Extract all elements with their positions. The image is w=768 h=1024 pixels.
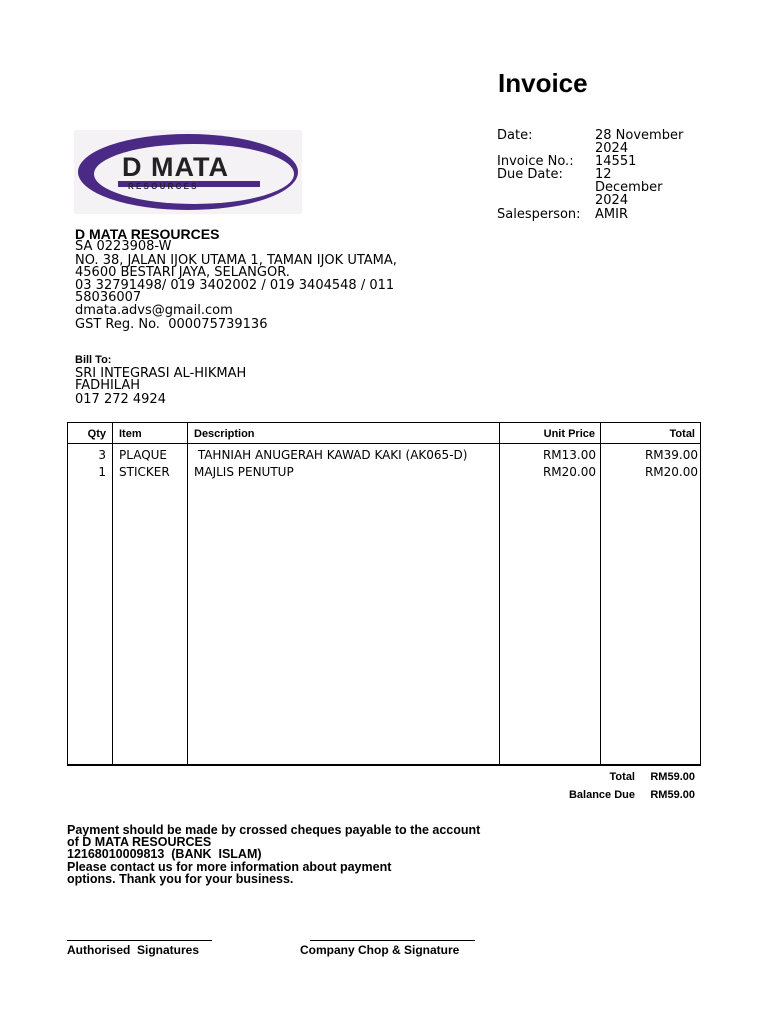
table-row-qty: 3: [98, 448, 106, 462]
company-logo: [74, 130, 302, 214]
payment-note-line-2: of D MATA RESOURCES: [67, 835, 212, 849]
payment-note-line-1: Payment should be made by crossed cheques payable to the account: [67, 823, 481, 837]
company-phone-2: 58036007: [75, 290, 142, 305]
bill-to-line-2: FADHILAH: [75, 378, 141, 393]
company-email: dmata.advs@gmail.com: [75, 303, 233, 318]
table-row-item: STICKER: [119, 465, 170, 479]
authorised-signature-label: Authorised Signatures: [67, 943, 200, 957]
company-phone-1: 03 32791498/ 019 3402002 / 019 3404548 / 011: [75, 278, 395, 293]
bill-to-label: Bill To:: [75, 354, 112, 366]
table-row-unit-price: RM13.00: [542, 448, 596, 462]
header-total: Total: [669, 428, 695, 440]
items-table: [67, 422, 701, 766]
date-label: Date:: [497, 128, 533, 143]
total-value: RM59.00: [650, 771, 695, 783]
authorised-signature-line: [67, 940, 212, 941]
balance-due-value: RM59.00: [650, 789, 695, 801]
bill-to-line-1: SRI INTEGRASI AL-HIKMAH: [75, 366, 247, 381]
logo-text: D MATA: [122, 152, 229, 182]
company-chop-signature-line: [310, 940, 475, 941]
table-row-unit-price: RM20.00: [542, 465, 596, 479]
table-row-description: MAJLIS PENUTUP: [194, 465, 294, 479]
payment-account-number: 12168010009813 (BANK ISLAM): [67, 847, 262, 861]
table-row-item: PLAQUE: [119, 448, 168, 462]
invoice-no-label: Invoice No.:: [497, 154, 574, 169]
due-date-label: Due Date:: [497, 167, 563, 182]
date-value: 28 November 2024: [595, 128, 684, 156]
balance-due-label: Balance Due: [568, 789, 635, 801]
table-row-qty: 1: [98, 465, 106, 479]
column-divider: [112, 423, 113, 764]
header-description: Description: [194, 428, 255, 440]
header-unit-price: Unit Price: [543, 428, 595, 440]
header-divider: [68, 443, 700, 444]
salesperson-label: Salesperson:: [497, 207, 581, 222]
table-row-total: RM20.00: [644, 465, 698, 479]
company-address-2: 45600 BESTARI JAYA, SELANGOR.: [75, 265, 290, 280]
header-item: Item: [119, 428, 142, 440]
logo-subtext: R E S O U R C E S: [128, 182, 197, 191]
column-divider: [187, 423, 188, 764]
header-qty: Qty: [87, 428, 106, 440]
bill-to-line-3: 017 272 4924: [75, 392, 166, 407]
invoice-title: Invoice: [498, 68, 588, 98]
payment-note-line-4: Please contact us for more information about payment: [67, 860, 392, 874]
invoice-no-value: 14551: [595, 154, 637, 169]
total-label: Total: [609, 771, 635, 783]
company-chop-signature-label: Company Chop & Signature: [300, 943, 460, 957]
company-name: D MATA RESOURCES: [75, 226, 220, 242]
table-row-total: RM39.00: [644, 448, 698, 462]
payment-note-line-5: options. Thank you for your business.: [67, 872, 294, 886]
table-row-description: TAHNIAH ANUGERAH KAWAD KAKI (AK065-D): [194, 448, 468, 462]
due-date-value: 12 December 2024: [595, 167, 663, 208]
company-gst: GST Reg. No. 000075739136: [75, 317, 268, 332]
company-address-1: NO. 38, JALAN IJOK UTAMA 1, TAMAN IJOK UTAMA,: [75, 253, 397, 268]
company-reg: SA 0223908-W: [75, 239, 172, 254]
salesperson-value: AMIR: [595, 207, 628, 222]
